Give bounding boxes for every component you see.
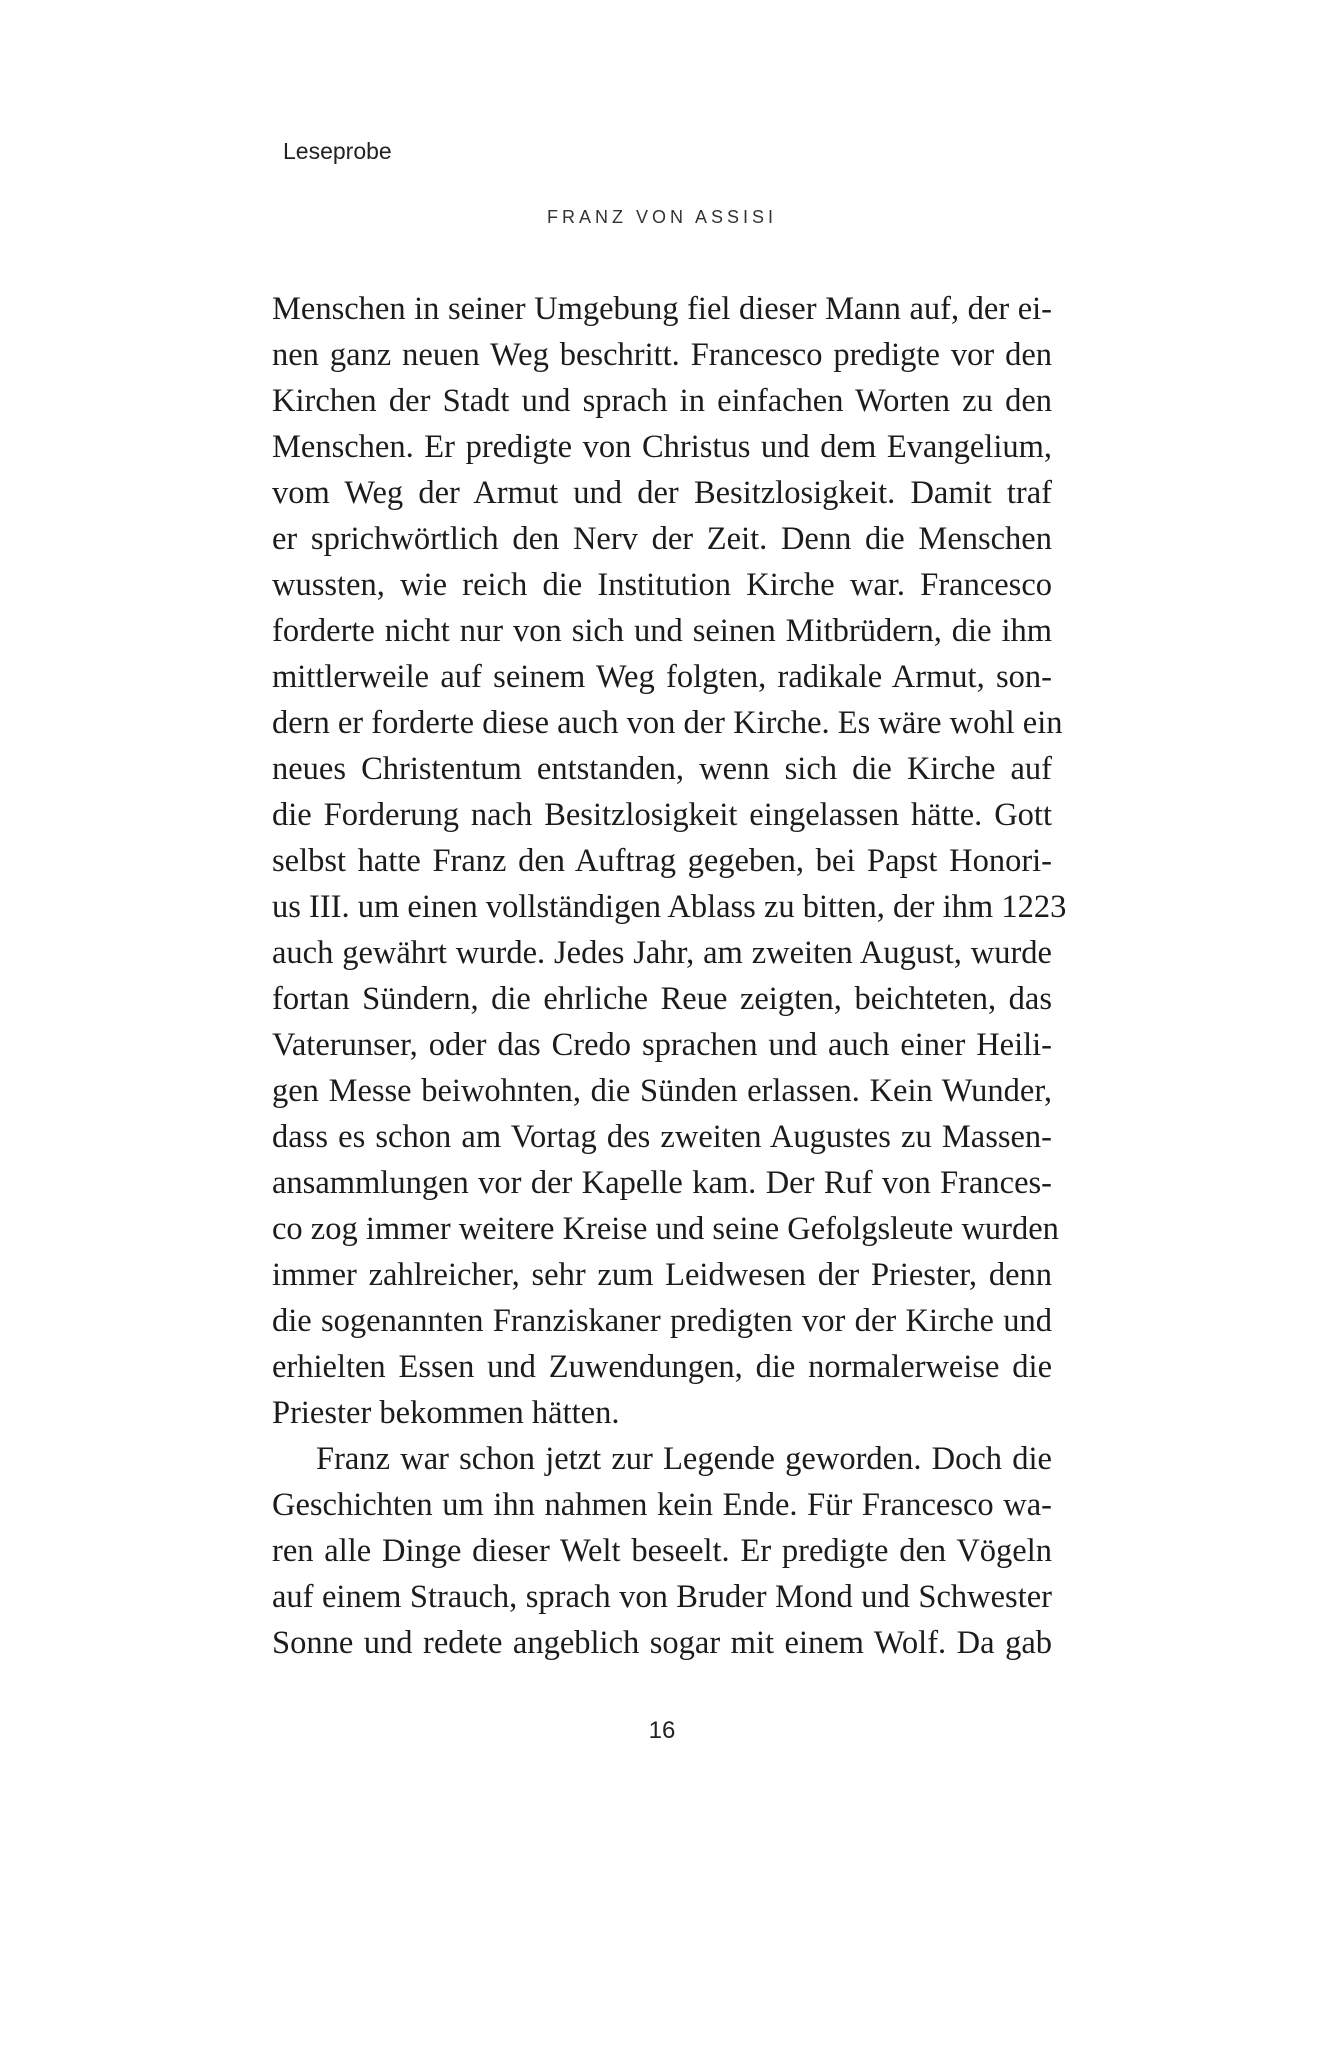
text-line: dern er forderte diese auch von der Kirche. Es wäre wohl ein <box>272 705 1063 741</box>
text-line: ren alle Dinge dieser Welt beseelt. Er predigte den Vögeln <box>272 1533 1052 1569</box>
paragraph <box>272 1436 1052 1666</box>
text-line: auf einem Strauch, sprach von Bruder Mond und Schwester <box>272 1579 1052 1615</box>
text-line: die Forderung nach Besitzlosigkeit eingelassen hätte. Gott <box>272 797 1052 833</box>
text-line: immer zahlreicher, sehr zum Leidwesen der Priester, denn <box>272 1257 1052 1293</box>
text-line: vom Weg der Armut und der Besitzlosigkeit. Damit traf <box>272 475 1052 511</box>
leseprobe-label: Leseprobe <box>283 138 392 164</box>
text-line: Priester bekommen hätten. <box>272 1395 620 1431</box>
text-line: Franz war schon jetzt zur Legende geworden. Doch die <box>316 1441 1052 1477</box>
text-line: dass es schon am Vortag des zweiten Augustes zu Massen- <box>272 1119 1052 1155</box>
text-line: Menschen in seiner Umgebung fiel dieser Mann auf, der ei- <box>272 291 1052 327</box>
text-line: gen Messe beiwohnten, die Sünden erlassen. Kein Wunder, <box>272 1073 1052 1109</box>
text-line: neues Christentum entstanden, wenn sich die Kirche auf <box>272 751 1052 787</box>
text-line: wussten, wie reich die Institution Kirche war. Francesco <box>272 567 1052 603</box>
text-line: fortan Sündern, die ehrliche Reue zeigten, beichteten, das <box>272 981 1052 1017</box>
text-line: nen ganz neuen Weg beschritt. Francesco predigte vor den <box>272 337 1052 373</box>
text-line: Vaterunser, oder das Credo sprachen und auch einer Heili- <box>272 1027 1052 1063</box>
running-head: FRANZ VON ASSISI <box>546 207 778 227</box>
text-line: co zog immer weitere Kreise und seine Gefolgsleute wurden <box>272 1211 1059 1247</box>
text-line: Sonne und redete angeblich sogar mit einem Wolf. Da gab <box>272 1625 1052 1661</box>
text-line: ansammlungen vor der Kapelle kam. Der Ruf von Frances- <box>272 1165 1052 1201</box>
text-line: Geschichten um ihn nahmen kein Ende. Für Francesco wa- <box>272 1487 1052 1523</box>
page-number: 16 <box>648 1717 676 1744</box>
text-line: forderte nicht nur von sich und seinen Mitbrüdern, die ihm <box>272 613 1052 649</box>
text-line: die sogenannten Franziskaner predigten vor der Kirche und <box>272 1303 1052 1339</box>
text-line: mittlerweile auf seinem Weg folgten, radikale Armut, son- <box>272 659 1052 695</box>
text-line: selbst hatte Franz den Auftrag gegeben, bei Papst Honori- <box>272 843 1052 879</box>
body-text <box>272 286 1067 1666</box>
text-line: Kirchen der Stadt und sprach in einfachen Worten zu den <box>272 383 1052 419</box>
text-line: Menschen. Er predigte von Christus und dem Evangelium, <box>272 429 1052 465</box>
text-line: erhielten Essen und Zuwendungen, die normalerweise die <box>272 1349 1052 1385</box>
text-line: auch gewährt wurde. Jedes Jahr, am zweiten August, wurde <box>272 935 1052 971</box>
text-line: us III. um einen vollständigen Ablass zu bitten, der ihm 1223 <box>272 889 1067 925</box>
paragraph <box>272 286 1067 1436</box>
text-line: er sprichwörtlich den Nerv der Zeit. Denn die Menschen <box>272 521 1052 557</box>
